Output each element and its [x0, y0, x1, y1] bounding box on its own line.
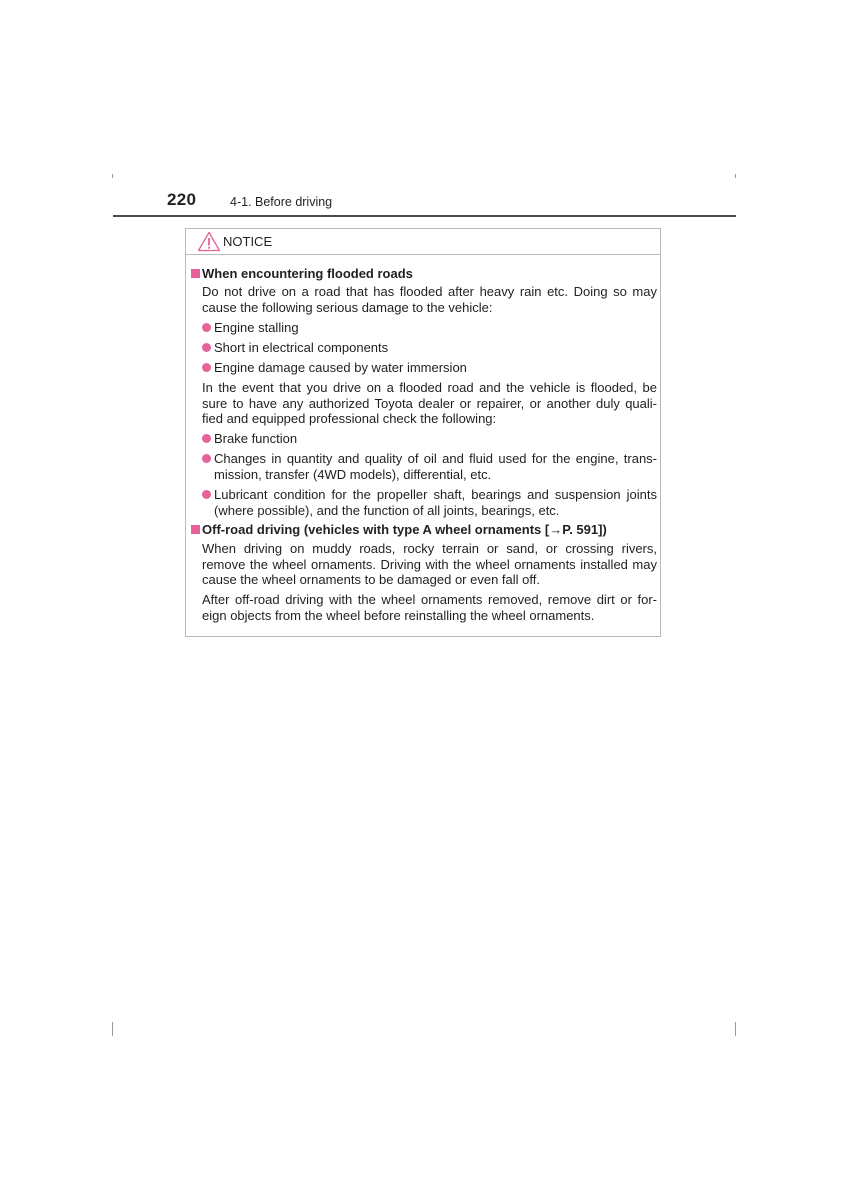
list-item: [202, 451, 657, 482]
list-item: [202, 360, 657, 376]
crop-mark-top-right: [735, 174, 736, 178]
notice-box: [185, 228, 661, 637]
paragraph: Do not drive on a road that has flooded after heavy rain etc. Doing so may cause the following serious damage to the vehicle:: [202, 284, 657, 315]
notice-title: NOTICE: [223, 234, 273, 249]
section-heading-offroad: [191, 522, 607, 538]
square-bullet-icon: [191, 269, 200, 278]
round-bullet-icon: [202, 363, 211, 372]
section-title: 4-1. Before driving: [230, 195, 333, 209]
round-bullet-icon: [202, 343, 211, 352]
list-item-text: Engine stalling: [214, 320, 299, 335]
list-item-text: Lubricant condition for the propeller shaft, bearings and suspension joints (where possible), and the function of all joints, bearings, etc.: [214, 487, 657, 518]
paragraph: In the event that you drive on a flooded road and the vehicle is flooded, be sure to have any authorized Toyota dealer or repairer, or another duly quali-fied and equipped professional check the following:: [202, 380, 657, 427]
warning-triangle-icon: [197, 231, 221, 252]
list-item-text: Changes in quantity and quality of oil and fluid used for the engine, trans-mission, transfer (4WD models), differential, etc.: [214, 451, 657, 482]
square-bullet-icon: [191, 525, 200, 534]
round-bullet-icon: [202, 454, 211, 463]
paragraph: After off-road driving with the wheel ornaments removed, remove dirt or for-eign objects from the wheel before reinstalling the wheel ornaments.: [202, 592, 657, 623]
round-bullet-icon: [202, 434, 211, 443]
round-bullet-icon: [202, 490, 211, 499]
page-header: [113, 190, 736, 216]
paragraph: When driving on muddy roads, rocky terrain or sand, or crossing rivers, remove the wheel ornaments. Driving with the wheel ornaments installed may cause the wheel ornaments to be damaged or even fall off.: [202, 541, 657, 588]
list-item-text: Short in electrical components: [214, 340, 389, 355]
section-heading-text: When encountering flooded roads: [202, 266, 413, 281]
header-rule: [113, 215, 736, 217]
crop-mark-bottom-left: [112, 1022, 113, 1036]
page-number: 220: [167, 190, 197, 209]
crop-mark-bottom-right: [735, 1022, 736, 1036]
list-item-text: Brake function: [214, 431, 298, 446]
section-heading-flooded: [191, 266, 413, 282]
section-heading-text: Off-road driving (vehicles with type A wheel ornaments [→P. 591]): [202, 522, 607, 537]
list-item: [202, 431, 657, 447]
crop-mark-top-left: [112, 174, 113, 178]
list-item-text: Engine damage caused by water immersion: [214, 360, 467, 375]
round-bullet-icon: [202, 323, 211, 332]
list-item: [202, 320, 657, 336]
list-item: [202, 487, 657, 518]
list-item: [202, 340, 657, 356]
notice-header: [186, 229, 660, 255]
